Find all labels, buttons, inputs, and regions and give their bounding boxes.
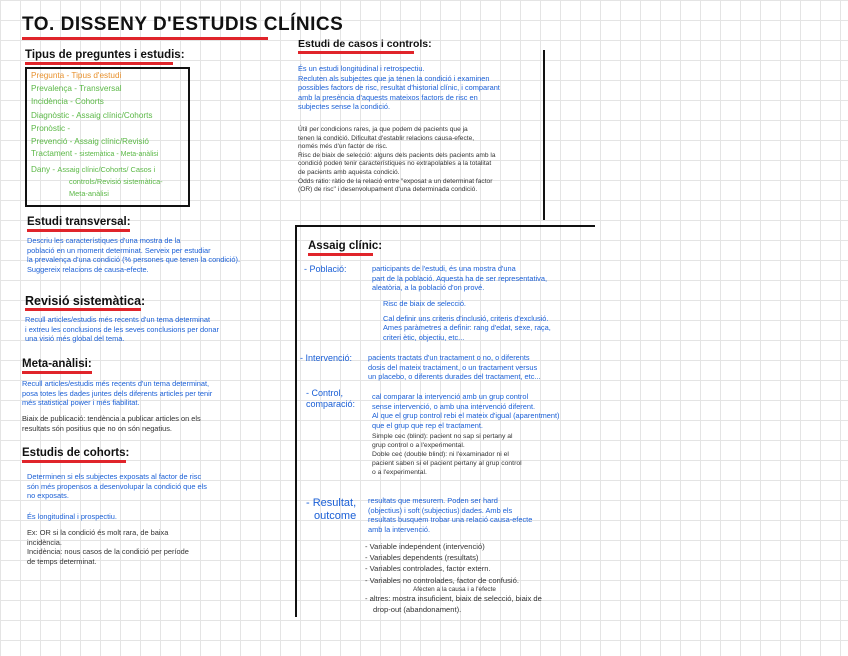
cohorts-underline [22,460,126,463]
resultat-label: - Resultat, outcome [306,497,357,522]
casos-text: És un estudi longitudinal i retrospectiu. Recluten als subjectes que ja tenen la condició i examinen possibles factors de risc, resultat d'historial clínic, i comparant amb la presència d'aquests mateixos factors de risc en subjectes sense la condició. [298,64,500,112]
resultat-bullets: - Variable independent (intervenció) - Variables dependents (resultats) - Variables controlades, factor extern. - Variables no controlades, factor de confusió. Afecten a la causa i a l'efecte - altres: mostra insuficient, biaix de selecció, biaix de drop-out (abandonament). [365,542,542,615]
control-notes: Simple cec (blind): pacient no sap si pertany al grup control o a l'experimental. Doble cec (double blind): ni l'examinador ni el pacient saben si el pacient pertany al grup control o a l'experimental. [372,433,522,476]
assaig-top-border [295,225,595,227]
tipus-row: Prevalença - Transversal [31,84,122,93]
casos-notes: Útil per condicions rares, ja que podem de pacients que ja tenen la condició. Dificultat d'establir relacions causa-efecte, només més d'un factor de risc. Risc de biaix de selecció: alguns dels pacients dels pacients amb la condició poden tenir característiques no extrapolables a la totalitat de pacients amb aquesta condició. Odds ratio: ràtio de la relació entre "exposat a un determinat factor (OR) de risc" i desenvolupament d'una determinada condició. [298,126,496,194]
assaig-underline [308,253,373,256]
transversal-text: Descriu les característiques d'una mostra de la població en un moment determinat. Serveix per estudiar la prevalença d'una condició (% persones que tenen la condició). Suggereix relacions de causa-efecte. [27,236,241,274]
meta-text: Recull articles/estudis més recents d'un tema determinat, posa totes les dades juntes dels diferents articles per tenir més statistical power i més fiabilitat. [22,379,213,408]
assaig-left-border [295,225,297,617]
cohorts-text: Determinen si els subjectes exposats al factor de risc són més propensos a desenvolupar la condició que els no exposats. [27,472,207,501]
tipus-table [25,67,190,207]
transversal-heading: Estudi transversal: [27,216,131,228]
casos-heading: Estudi de casos i controls: [298,38,432,50]
transversal-underline [27,229,130,232]
meta-notes: Biaix de publicació: tendència a publicar articles on els resultats són positius que no on són negatius. [22,414,201,433]
tipus-heading: Tipus de preguntes i estudis: [25,49,185,61]
meta-heading: Meta-anàlisi: [22,358,92,370]
meta-underline [22,371,92,374]
cohorts-notes: Ex: OR si la condició és molt rara, de baixa incidència. Incidència: nous casos de la condició per període de temps determinat. [27,528,189,566]
resultat-text: resultats que mesurem. Poden ser hard (objectius) i soft (subjectius) dades. Amb els resultats busquem trobar una relació causa-efecte amb la intervenció. [368,496,533,534]
poblacio-label: - Població: [304,264,347,274]
intervencio-label: - Intervenció: [300,353,353,363]
tipus-row: Pregunta - Tipus d'estudi [31,71,122,80]
poblacio-extra: Risc de biaix de selecció. Cal definir uns criteris d'inclusió, criteris d'exclusió. Ames paràmetres a definir: rang d'edat, sexe, raça, criteri ètic, objectiu, etc... [383,299,551,342]
page-title: TO. DISSENY D'ESTUDIS CLÍNICS [22,14,344,35]
title-underline [22,37,268,40]
revisio-text: Recull articles/estudis més recents d'un tema determinat i extreu les conclusions de les seves conclusions per donar una visió més global del tema. [25,315,219,344]
casos-right-border [543,50,545,220]
tipus-row: Prevenció - Assaig clínic/Revisió [31,137,149,146]
tipus-row: Diagnòstic - Assaig clínic/Cohorts [31,111,153,120]
control-label: - Control, comparació: [306,388,356,409]
revisio-underline [25,308,141,311]
control-text: cal comparar la intervenció amb un grup control sense intervenció, o amb una intervenció diferent. Al que el grup control rebi el mateix d'igual (aparentment) que el grup que rep el tractament. [372,392,560,430]
tipus-row: Meta-anàlisi [69,189,109,198]
poblacio-text: participants de l'estudi, és una mostra d'una part de la població. Aquesta ha de ser representativa, aleatòria, a la població d'on prové. [372,264,548,293]
tipus-row: Tractament - sistemàtica - Meta-anàlisi [31,149,159,158]
tipus-row: controls/Revisió sistemàtica- [69,177,163,186]
assaig-heading: Assaig clínic: [308,240,383,252]
cohorts-heading: Estudis de cohorts: [22,447,130,459]
casos-underline [298,51,414,54]
tipus-row: Dany - Assaig clínic/Cohorts/ Casos i [31,165,156,174]
tipus-row: Incidència - Cohorts [31,97,104,106]
cohorts-line2: És longitudinal i prospectiu. [27,512,117,521]
revisio-heading: Revisió sistemàtica: [25,294,146,308]
tipus-underline [25,62,173,65]
intervencio-text: pacients tractats d'un tractament o no, o diferents dosis del mateix tractament, o un tractament versus un placebo, o diferents durades del tractament, etc... [368,353,541,382]
tipus-row: Pronòstic - [31,124,71,133]
